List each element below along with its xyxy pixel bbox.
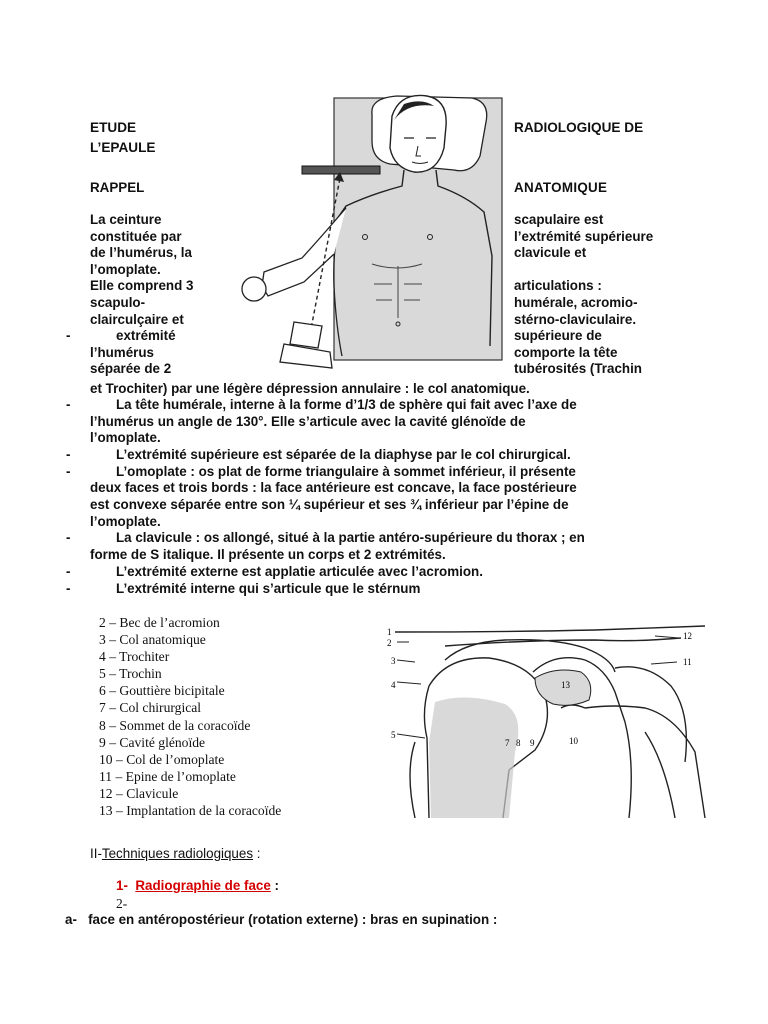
- section-prefix: II-: [90, 846, 102, 861]
- bullet-dash: -: [66, 564, 71, 579]
- line-a-text: face en antéropostérieur (rotation externe) : bras en supination :: [88, 912, 498, 927]
- left-line: scapulo-: [90, 294, 146, 310]
- right-line: scapulaire est: [514, 212, 604, 227]
- text-line: l’omoplate.: [90, 514, 161, 529]
- left-line: Elle comprend 3: [90, 278, 194, 294]
- rappel-left: RAPPEL: [90, 180, 145, 195]
- text-line: l’humérus un angle de 130°. Elle s’articule avec la cavité glénoïde de: [90, 414, 526, 429]
- label-5: 5: [391, 730, 396, 740]
- label-10: 10: [569, 736, 578, 746]
- left-line: clairculçaire et: [90, 311, 184, 327]
- label-9: 9: [530, 738, 535, 748]
- legend-item: 11 – Epine de l’omoplate: [99, 768, 236, 784]
- text-line: L’extrémité interne qui s’articule que le stérnum: [116, 581, 421, 596]
- label-2: 2: [387, 638, 392, 648]
- subsection-title: Radiographie de face: [135, 878, 271, 893]
- left-line: de l’humérus, la: [90, 245, 192, 261]
- legend-item: 7 – Col chirurgical: [99, 700, 202, 716]
- right-line: humérale, acromio-: [514, 294, 638, 310]
- text-line: L’extrémité supérieure est séparée de la diaphyse par le col chirurgical.: [116, 447, 571, 462]
- label-12: 12: [683, 631, 692, 641]
- right-line: [514, 262, 653, 279]
- right-line: clavicule et: [514, 245, 587, 261]
- subsection-1: [116, 878, 279, 895]
- line-a: [65, 912, 497, 929]
- text-line: est convexe séparée entre son ¼ supérieur et ses ¾ inférieur par l’épine de: [90, 497, 569, 512]
- section-suffix: :: [253, 846, 261, 861]
- legend-item: 2 – Bec de l’acromion: [99, 615, 220, 630]
- bullet-dash: -: [66, 581, 71, 596]
- left-line: constituée par: [90, 228, 182, 244]
- text-line: La tête humérale, interne à la forme d’1/3 de sphère qui fait avec l’axe de: [116, 397, 577, 412]
- shoulder-anatomy-diagram: [385, 612, 715, 818]
- legend-item: 9 – Cavité glénoïde: [99, 734, 206, 750]
- title-right: RADIOLOGIQUE DE: [514, 120, 644, 135]
- label-1: 1: [387, 627, 392, 637]
- subsection-num: 1-: [116, 878, 128, 893]
- legend-item: 3 – Col anatomique: [99, 632, 206, 648]
- right-line: articulations :: [514, 278, 602, 294]
- label-13: 13: [561, 680, 570, 690]
- left-line: La ceinture: [90, 212, 162, 227]
- legend-item: 5 – Trochin: [99, 666, 162, 682]
- legend-item: 13 – Implantation de la coracoïde: [99, 803, 282, 819]
- bullet-dash: -: [66, 447, 71, 462]
- left-line: extrémité: [116, 328, 176, 344]
- right-line: tubérosités (Trachin: [514, 361, 642, 377]
- label-11: 11: [683, 657, 692, 667]
- rappel-right: ANATOMIQUE: [514, 180, 608, 195]
- right-line: comporte la tête: [514, 344, 618, 360]
- text-line: forme de S italique. Il présente un corps et 2 extrémités.: [90, 547, 446, 562]
- bullet-dash: -: [66, 530, 71, 545]
- right-column: [514, 212, 653, 378]
- title-left: ETUDE: [90, 120, 137, 135]
- patient-xray-illustration: [222, 86, 509, 379]
- legend-item: 10 – Col de l’omoplate: [99, 751, 225, 767]
- section-title: Techniques radiologiques: [101, 846, 254, 861]
- bullet-dash: -: [66, 328, 71, 343]
- text-line: L’extrémité externe est applatie articulée avec l’acromion.: [116, 564, 483, 579]
- left-line: l’omoplate.: [90, 261, 161, 277]
- bullet-dash: -: [66, 397, 71, 412]
- label-8: 8: [516, 738, 521, 748]
- legend-item: 12 – Clavicule: [99, 785, 179, 801]
- left-column: [90, 212, 193, 378]
- legend-item: 4 – Trochiter: [99, 649, 170, 665]
- text-line: et Trochiter) par une légère dépression annulaire : le col anatomique.: [90, 381, 530, 396]
- text-line: deux faces et trois bords : la face antérieure est concave, la face postérieure: [90, 480, 577, 495]
- subsection-suffix: :: [270, 878, 279, 893]
- legend-item: 6 – Gouttière bicipitale: [99, 683, 225, 699]
- label-4: 4: [391, 680, 396, 690]
- legend-list: [99, 614, 281, 819]
- left-line: séparée de 2: [90, 361, 172, 377]
- label-7: 7: [505, 738, 510, 748]
- right-line: stérno-claviculaire.: [514, 311, 637, 327]
- section-heading: [90, 846, 260, 863]
- text-line: La clavicule : os allongé, situé à la partie antéro-supérieure du thorax ; en: [116, 530, 585, 545]
- right-line: supérieure de: [514, 328, 602, 344]
- right-line: l’extrémité supérieure: [514, 228, 654, 244]
- subsection-2: 2-: [116, 896, 128, 911]
- label-3: 3: [391, 656, 396, 666]
- text-line: L’omoplate : os plat de forme triangulaire à sommet inférieur, il présente: [116, 464, 576, 479]
- left-line: l’humérus: [90, 344, 154, 360]
- line-a-label: a-: [65, 912, 77, 927]
- title-line2: L’EPAULE: [90, 140, 156, 155]
- text-line: l’omoplate.: [90, 430, 161, 445]
- bullet-dash: -: [66, 464, 71, 479]
- legend-item: 8 – Sommet de la coracoïde: [99, 717, 251, 733]
